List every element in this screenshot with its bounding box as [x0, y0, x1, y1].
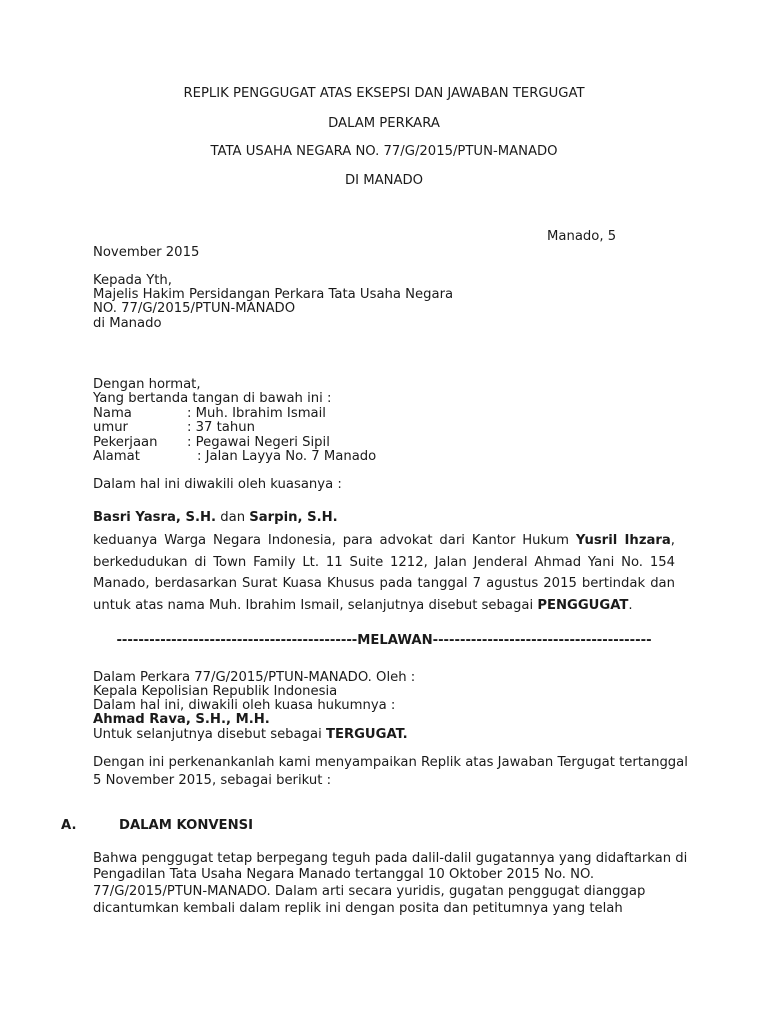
defendant-name: Kepala Kepolisian Republik Indonesia	[93, 684, 338, 699]
identity-row-occupation	[93, 435, 330, 450]
date-month-year: November 2015	[93, 245, 200, 260]
identity-value: : 37 tahun	[187, 420, 255, 435]
defendant-designation: Untuk selanjutnya disebut sebagai TERGUGAT.	[93, 727, 408, 742]
identity-label: Pekerjaan	[93, 435, 158, 450]
konvensi-para-line2: Pengadilan Tata Usaha Negara Manado tertanggal 10 Oktober 2015 No. NO.	[93, 867, 595, 882]
recipient-location: di Manado	[93, 316, 162, 331]
paragraph-line: untuk atas nama Muh. Ibrahim Ismail, selanjutnya disebut sebagai PENGGUGAT.	[93, 597, 633, 613]
doc-title-line4: DI MANADO	[344, 173, 424, 188]
represented-line: Dalam hal ini diwakili oleh kuasanya :	[93, 477, 342, 492]
identity-row-address	[93, 449, 376, 464]
recipient-name: Majelis Hakim Persidangan Perkara Tata Usaha Negara	[93, 287, 454, 302]
lawyers-line	[93, 510, 338, 525]
identity-value: : Muh. Ibrahim Ismail	[187, 406, 326, 421]
doc-title-line1: REPLIK PENGGUGAT ATAS EKSEPSI DAN JAWABAN TERGUGAT	[183, 86, 585, 101]
doc-title-line3: TATA USAHA NEGARA NO. 77/G/2015/PTUN-MANADO	[210, 144, 558, 159]
replik-intro-line1: Dengan ini perkenankanlah kami menyampaikan Replik atas Jawaban Tergugat tertanggal	[93, 755, 688, 770]
recipient-salutation: Kepada Yth,	[93, 273, 172, 288]
paragraph-line: berkedudukan di Town Family Lt. 11 Suite 1212, Jalan Jenderal Ahmad Yani No. 154	[93, 554, 675, 570]
paragraph-line: keduanya Warga Negara Indonesia, para advokat dari Kantor Hukum Yusril Ihzara,	[93, 533, 675, 548]
identity-label: Nama	[93, 406, 132, 421]
identity-row-age	[93, 420, 255, 435]
replik-intro-line2: 5 November 2015, sebagai berikut :	[93, 773, 332, 788]
section-a-title: DALAM KONVENSI	[119, 818, 254, 833]
konvensi-para-line3: 77/G/2015/PTUN-MANADO. Dalam arti secara yuridis, gugatan penggugat dianggap	[93, 884, 646, 899]
defendant-lawyer: Ahmad Rava, S.H., M.H.	[93, 712, 270, 727]
doc-title-line2: DALAM PERKARA	[328, 116, 440, 131]
intro-line: Yang bertanda tangan di bawah ini :	[93, 391, 332, 406]
defendant-case-line: Dalam Perkara 77/G/2015/PTUN-MANADO. Oleh :	[93, 670, 416, 685]
greeting: Dengan hormat,	[93, 377, 201, 392]
date-place: Manado, 5	[547, 229, 617, 244]
identity-label: Alamat	[93, 449, 140, 464]
identity-value: : Pegawai Negeri Sipil	[187, 435, 330, 450]
lawyer-name-1: Basri Yasra, S.H.	[93, 510, 217, 525]
identity-label: umur	[93, 420, 128, 435]
paragraph-line: Manado, berdasarkan Surat Kuasa Khusus pada tanggal 7 agustus 2015 bertindak dan	[93, 576, 675, 591]
konvensi-para-line4: dicantumkan kembali dalam replik ini dengan posita dan petitumnya yang telah	[93, 901, 623, 916]
recipient-case-number: NO. 77/G/2015/PTUN-MANADO	[93, 301, 296, 316]
konvensi-para-line1: Bahwa penggugat tetap berpegang teguh pada dalil-dalil gugatannya yang didaftarkan di	[93, 851, 688, 866]
section-a-number: A.	[61, 818, 77, 833]
lawyer-conjunction: dan	[220, 510, 246, 525]
identity-row-name	[93, 406, 326, 421]
representation-paragraph	[93, 530, 675, 616]
lawyer-name-2: Sarpin, S.H.	[249, 510, 338, 525]
defendant-representation: Dalam hal ini, diwakili oleh kuasa hukumnya :	[93, 698, 396, 713]
melawan-separator: --------------------------------------------MELAWAN----------------------------------------	[116, 633, 652, 648]
identity-value: : Jalan Layya No. 7 Manado	[197, 449, 377, 464]
